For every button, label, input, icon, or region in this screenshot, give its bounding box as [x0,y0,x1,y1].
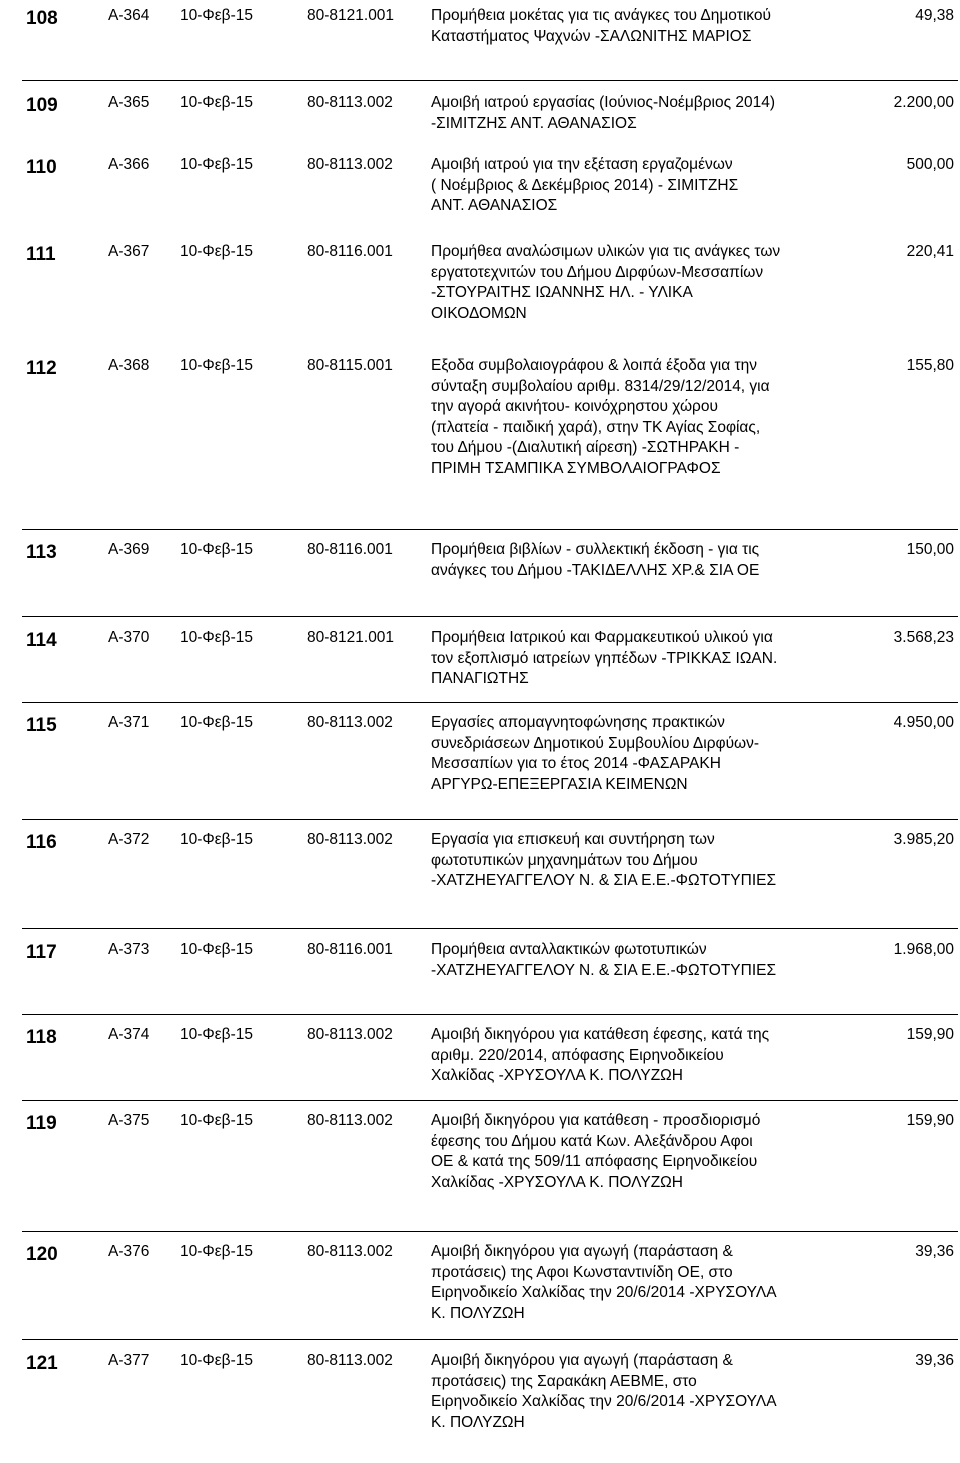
voucher-code: Α-364 [108,7,150,24]
description [431,242,826,324]
voucher-code: Α-368 [108,357,150,374]
description-line: Κ. ΠΟΛΥΖΩΗ [431,1413,525,1431]
description-line: Κ. ΠΟΛΥΖΩΗ [431,1304,525,1322]
entry-number: 111 [26,244,56,265]
description-line: Προμήθεια βιβλίων - συλλεκτική έκδοση - για τις [431,541,760,558]
description-line: Αμοιβή δικηγόρου για κατάθεση - προσδιορισμό [431,1112,761,1129]
budget-code: 80-8115.001 [307,357,393,374]
description-line: ΑΡΓΥΡΩ-ΕΠΕΞΕΡΓΑΣΙΑ ΚΕΙΜΕΝΩΝ [431,775,688,793]
budget-code: 80-8121.001 [307,7,395,24]
description [431,1111,826,1193]
entry-date: 10-Φεβ-15 [180,629,253,646]
description-line: εργατοτεχνιτών του Δήμου Διρφύων-Μεσσαπίων [431,263,764,281]
description [431,1242,826,1324]
budget-code: 80-8121.001 [307,629,395,646]
voucher-code: Α-367 [108,243,150,260]
description [431,6,826,47]
description-line: Καταστήματος Ψαχνών -ΣΑΛΩΝΙΤΗΣ ΜΑΡΙΟΣ [431,27,752,45]
row-divider [22,529,958,530]
amount: 39,36 [915,1352,954,1369]
entry-number: 121 [26,1353,58,1374]
amount: 1.968,00 [893,941,954,958]
description [431,93,826,134]
entry-number: 119 [26,1113,57,1134]
description-line: Αμοιβή δικηγόρου για αγωγή (παράσταση & [431,1243,733,1260]
budget-code: 80-8113.002 [307,1352,393,1369]
entry-date: 10-Φεβ-15 [180,1352,253,1369]
entry-number: 109 [26,95,58,116]
description [431,713,826,795]
description-line: προτάσεις) της Σαρακάκη ΑΕΒΜΕ, στο [431,1372,697,1390]
description-line: του Δήμου -(Διαλυτική αίρεση) -ΣΩΤΗΡΑΚΗ - [431,439,740,456]
description-line: έφεσης του Δήμου κατά Κων. Αλεξάνδρου Αφοι [431,1132,753,1150]
description-line: Ειρηνοδικείο Χαλκίδας την 20/6/2014 -ΧΡΥΣΟΥΛΑ [431,1393,777,1410]
amount: 3.568,23 [893,629,954,646]
description [431,540,826,581]
description-line: Μεσσαπίων για το έτος 2014 -ΦΑΣΑΡΑΚΗ [431,755,721,772]
row-divider [22,928,958,929]
description-line: ανάγκες του Δήμου -ΤΑΚΙΔΕΛΛΗΣ ΧΡ.& ΣΙΑ ΟΕ [431,561,760,579]
description [431,830,826,892]
description-line: Αμοιβή δικηγόρου για κατάθεση έφεσης, κατά της [431,1026,770,1043]
description-line: φωτοτυπικών μηχανημάτων του Δήμου [431,851,698,869]
budget-code: 80-8113.002 [307,714,393,731]
row-divider [22,616,958,617]
voucher-code: Α-376 [108,1243,150,1260]
entry-number: 112 [26,358,57,379]
description [431,628,826,690]
description-line: -ΧΑΤΖΗΕΥΑΓΓΕΛΟΥ Ν. & ΣΙΑ Ε.Ε.-ΦΩΤΟΤΥΠΙΕΣ [431,961,777,979]
description-line: Αμοιβή δικηγόρου για αγωγή (παράσταση & [431,1352,733,1369]
amount: 49,38 [915,7,954,24]
voucher-code: Α-375 [108,1112,150,1129]
description-line: ( Νοέμβριος & Δεκέμβριος 2014) - ΣΙΜΙΤΖΗΣ [431,176,739,194]
amount: 4.950,00 [893,714,954,731]
budget-code: 80-8113.002 [307,1112,393,1129]
description-line: αριθμ. 220/2014, απόφασης Ειρηνοδικείου [431,1046,724,1064]
description-line: Προμήθεια ανταλλακτικών φωτοτυπικών [431,941,707,958]
entry-number: 113 [26,542,57,563]
description [431,1351,826,1433]
entry-date: 10-Φεβ-15 [180,357,253,374]
description-line: συνεδριάσεων Δημοτικού Συμβουλίου Διρφύων- [431,734,760,752]
description-line: Εργασία για επισκευή και συντήρηση των [431,831,715,848]
entry-date: 10-Φεβ-15 [180,541,253,558]
amount: 2.200,00 [893,94,954,111]
description-line: προτάσεις) της Αφοι Κωνσταντινίδη ΟΕ, στο [431,1263,733,1281]
entry-date: 10-Φεβ-15 [180,94,253,111]
description-line: ΟΙΚΟΔΟΜΩΝ [431,304,527,322]
amount: 150,00 [906,541,954,558]
entry-number: 117 [26,942,57,963]
description-line: Εργασίες απομαγνητοφώνησης πρακτικών [431,714,725,731]
entry-date: 10-Φεβ-15 [180,831,253,848]
description-line: σύνταξη συμβολαίου αριθμ. 8314/29/12/2014, για [431,377,770,395]
voucher-code: Α-370 [108,629,150,646]
voucher-code: Α-374 [108,1026,150,1043]
description-line: ΠΑΝΑΓΙΩΤΗΣ [431,670,529,687]
description-line: (πλατεία - παιδική χαρά), στην ΤΚ Αγίας Σοφίας, [431,418,761,436]
budget-code: 80-8116.001 [307,941,393,958]
entry-number: 118 [26,1027,57,1048]
budget-code: 80-8113.002 [307,156,393,173]
voucher-code: Α-373 [108,941,150,958]
description-line: Προμήθεα αναλώσιμων υλικών για τις ανάγκες των [431,243,781,260]
description [431,356,826,479]
voucher-code: Α-369 [108,541,150,558]
row-divider [22,702,958,703]
row-divider [22,80,958,81]
description-line: -ΧΑΤΖΗΕΥΑΓΓΕΛΟΥ Ν. & ΣΙΑ Ε.Ε.-ΦΩΤΟΤΥΠΙΕΣ [431,872,777,889]
amount: 155,80 [906,357,954,374]
row-divider [22,1100,958,1101]
row-divider [22,1231,958,1232]
description [431,1025,826,1087]
budget-code: 80-8116.001 [307,541,393,558]
entry-number: 110 [26,157,57,178]
entry-date: 10-Φεβ-15 [180,1243,253,1260]
amount: 159,90 [906,1112,954,1129]
entry-number: 120 [26,1244,58,1265]
row-divider [22,1339,958,1340]
description-line: την αγορά ακινήτου- κοινόχρηστου χώρου [431,398,718,415]
entry-number: 116 [26,832,57,853]
budget-code: 80-8113.002 [307,1243,393,1260]
description-line: Αμοιβή ιατρού εργασίας (Ιούνιος-Νοέμβριος 2014) [431,94,775,111]
row-divider [22,1014,958,1015]
voucher-code: Α-366 [108,156,150,173]
description-line: Εξοδα συμβολαιογράφου & λοιπά έξοδα για την [431,357,757,374]
amount: 220,41 [906,243,954,260]
row-divider [22,819,958,820]
voucher-code: Α-371 [108,714,150,731]
amount: 39,36 [915,1243,954,1260]
entry-date: 10-Φεβ-15 [180,714,253,731]
description-line: Προμήθεια Ιατρικού και Φαρμακευτικού υλικού για [431,629,773,646]
amount: 3.985,20 [893,831,954,848]
description-line: Χαλκίδας -ΧΡΥΣΟΥΛΑ Κ. ΠΟΛΥΖΩΗ [431,1067,683,1084]
description-line: Χαλκίδας -ΧΡΥΣΟΥΛΑ Κ. ΠΟΛΥΖΩΗ [431,1173,683,1191]
entry-date: 10-Φεβ-15 [180,1112,253,1129]
description-line: -ΣΤΟΥΡΑΙΤΗΣ ΙΩΑΝΝΗΣ ΗΛ. - ΥΛΙΚΑ [431,284,693,301]
entry-number: 115 [26,715,57,736]
description [431,155,826,217]
description-line: ΟΕ & κατά της 509/11 απόφασης Ειρηνοδικείου [431,1153,758,1170]
description-line: ΠΡΙΜΗ ΤΣΑΜΠΙΚΑ ΣΥΜΒΟΛΑΙΟΓΡΑΦΟΣ [431,459,721,477]
voucher-code: Α-365 [108,94,150,111]
budget-code: 80-8116.001 [307,243,393,260]
amount: 500,00 [906,156,954,173]
entry-number: 114 [26,630,57,651]
entry-date: 10-Φεβ-15 [180,243,253,260]
entry-date: 10-Φεβ-15 [180,1026,253,1043]
description-line: Ειρηνοδικείο Χαλκίδας την 20/6/2014 -ΧΡΥΣΟΥΛΑ [431,1284,777,1301]
entry-number: 108 [26,8,58,29]
description [431,940,826,981]
entry-date: 10-Φεβ-15 [180,941,253,958]
amount: 159,90 [906,1026,954,1043]
entry-date: 10-Φεβ-15 [180,7,253,24]
budget-code: 80-8113.002 [307,94,393,111]
budget-code: 80-8113.002 [307,831,393,848]
description-line: ΑΝΤ. ΑΘΑΝΑΣΙΟΣ [431,197,558,214]
description-line: Προμήθεια μοκέτας για τις ανάγκες του Δημοτικού [431,7,771,24]
budget-code: 80-8113.002 [307,1026,393,1043]
description-line: τον εξοπλισμό ιατρείων γηπέδων -ΤΡΙΚΚΑΣ ΙΩΑΝ. [431,649,778,667]
description-line: Αμοιβή ιατρού για την εξέταση εργαζομένων [431,156,733,173]
voucher-code: Α-377 [108,1352,150,1369]
entry-date: 10-Φεβ-15 [180,156,253,173]
voucher-code: Α-372 [108,831,150,848]
description-line: -ΣΙΜΙΤΖΗΣ ΑΝΤ. ΑΘΑΝΑΣΙΟΣ [431,114,637,132]
